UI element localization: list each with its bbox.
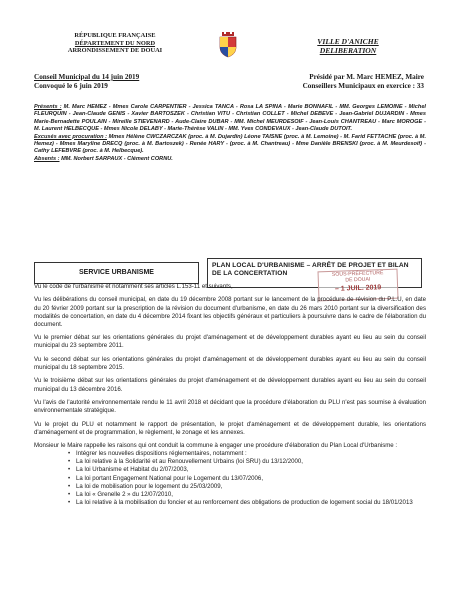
body-paragraph-environment: Vu l'avis de l'autorité environnementale rendu le 11 avril 2018 et décidant que la procédure d'élaboration du PLU n'est pas soumise à évaluation environnementale stratégique. — [34, 398, 426, 415]
city-header — [278, 37, 418, 55]
stamp-line-1: SOUS-PRÉFECTURE — [331, 270, 384, 278]
bullet-item: • La loi portant Engagement National pour le Logement du 13/07/2006, — [34, 475, 426, 483]
bullet-item: • La loi relative à la mobilisation du foncier et au renforcement des obligations de production de logement social du 18/01/2013 — [34, 499, 426, 507]
deliberation-body — [34, 283, 426, 507]
body-paragraph-debate-3: Vu le troisième débat sur les orientations générales du projet d'aménagement et de développement durables ayant eu lieu au sein du conseil municipal du 13 décembre 2016. — [34, 377, 426, 393]
header-line-republic: RÉPUBLIQUE FRANÇAISE — [74, 32, 156, 39]
header-line-arrondissement: ARRONDISSEMENT DE DOUAI — [67, 47, 163, 55]
header-line-department: DÉPARTEMENT DU NORD — [74, 39, 156, 47]
attendance-block — [34, 104, 426, 163]
service-box: SERVICE URBANISME — [34, 262, 199, 284]
president: Présidé par M. Marc HEMEZ, Maire — [309, 73, 424, 81]
absent-list: MM. Norbert SARPAUX - Clément CORNU. — [61, 155, 173, 162]
absent-label: Absents : — [34, 155, 60, 162]
republic-header — [40, 32, 190, 55]
excused-paragraph — [34, 134, 426, 156]
councillor-count: Conseillers Municipaux en exercice : 33 — [302, 81, 424, 90]
document-type: DELIBERATION — [319, 46, 377, 55]
body-paragraph-project: Vu le projet du PLU et notamment le rapport de présentation, le projet d'aménagement et de développement durable, les orientations d'aménagement et de programmation, le règlement, le zonage et les annexes. — [34, 420, 426, 436]
meeting-officials — [268, 73, 424, 90]
convocation-date: Convoqué le 6 juin 2019 — [34, 81, 108, 90]
body-paragraph-mayor: Monsieur le Maire rappelle les raisons qui ont conduit la commune à engager une procédure d'élaboration du Plan Local d'Urbanisme : — [34, 442, 398, 450]
body-paragraph-deliberations: Vu les délibérations du conseil municipal, en date du 19 décembre 2008 portant sur le lancement de la procédure de révision du P.L.U, en date du 20 février 2009 portant sur la prescription de la révision du document d'urbanisme, en date du 26 mars 2010 portant sur la diversification des modalités de concertation, en date du 4 décembre 2014 fixant les objectifs généraux et particuliers à poursuivre dans le cadre de l'élaboration du document. — [34, 296, 426, 328]
city-crest-icon — [218, 32, 238, 58]
body-paragraph-debate-2: Vu le second débat sur les orientations générales du projet d'aménagement et de développement durables ayant eu lieu au sein du conseil municipal du 18 septembre 2015. — [34, 355, 426, 371]
body-paragraph-debate-1: Vu le premier débat sur les orientations générales du projet d'aménagement et de développement durables ayant eu lieu au sein du conseil municipal du 23 septembre 2011. — [34, 334, 426, 350]
city-name: VILLE D'ANICHE — [317, 37, 379, 46]
bullet-item: • La loi de mobilisation pour le logement du 25/03/2009, — [34, 483, 426, 491]
stamp-date: – 1 JUIL. 2019 — [334, 284, 382, 293]
absent-paragraph — [34, 156, 426, 163]
bullet-item: • La loi Urbanisme et Habitat du 2/07/2003, — [34, 466, 426, 474]
object-box: PLAN LOCAL D'URBANISME – ARRÊT DE PROJET ET BILAN DE LA CONCERTATION — [207, 258, 422, 288]
present-paragraph — [34, 104, 426, 134]
stamp-line-2: DE DOUAI — [345, 276, 371, 284]
present-list: M. Marc HEMEZ - Mmes Carole CARPENTIER - Jessica TANCA - Rosa LA SPINA - Marie BONNAFIL - MM. Georges LEMOINE - Michel FLEURQUIN - Jean-Claude GENIS - Xavier BARTOSZEK - Christian VITU - Christian COLLET - Michel DEBEVE - Jean-Gabriel DUJARDIN - Mmes Marie-Bernadette POULAIN - Mireille STIEVENARD - Aude-Claire DUBAR - MM. Michel MEURDESOIF - Jean-Louis CHANTREAU - Marc MOROGE - M. Laurent HELBECQUE - Mmes Nicole DELABY - Marie-Thérèse VALIN - MM. Yves CONDEVAUX - Jean-Claude DUTOIT. — [34, 104, 426, 133]
council-date: Conseil Municipal du 14 juin 2019 — [34, 73, 140, 81]
excused-list: Mmes Hélène CWCZARCZAK (proc. à M. Dujardin) Léone TAISNE (proc. à M. Lemoine) - M. Farid FETTACHE (proc. à M. Hemez) - Mmes Maryline DRECQ (proc. à M. Bartoszek) - Renée HARY - (proc. à M. Chantreau) - Mme Danièle BRENSKI (proc. à M. Meurdesoif) - Cathy LEFEBVRE (proc. à M. Helbecque). — [34, 133, 427, 155]
bullet-item: • La loi « Grenelle 2 » du 12/07/2010, — [34, 491, 426, 499]
bullet-item: • La loi relative à la Solidarité et au Renouvellement Urbains (loi SRU) du 13/12/2000, — [34, 458, 426, 466]
bullet-item: • Intégrer les nouvelles dispositions réglementaires, notamment : — [34, 450, 426, 458]
body-paragraph-code: Vu le code de l'urbanisme et notamment ses articles L.153-11 et suivants, — [34, 283, 233, 290]
meeting-dates — [34, 73, 234, 90]
present-label: Présents : — [34, 104, 62, 110]
excused-label: Excusés avec procuration : — [34, 133, 107, 140]
